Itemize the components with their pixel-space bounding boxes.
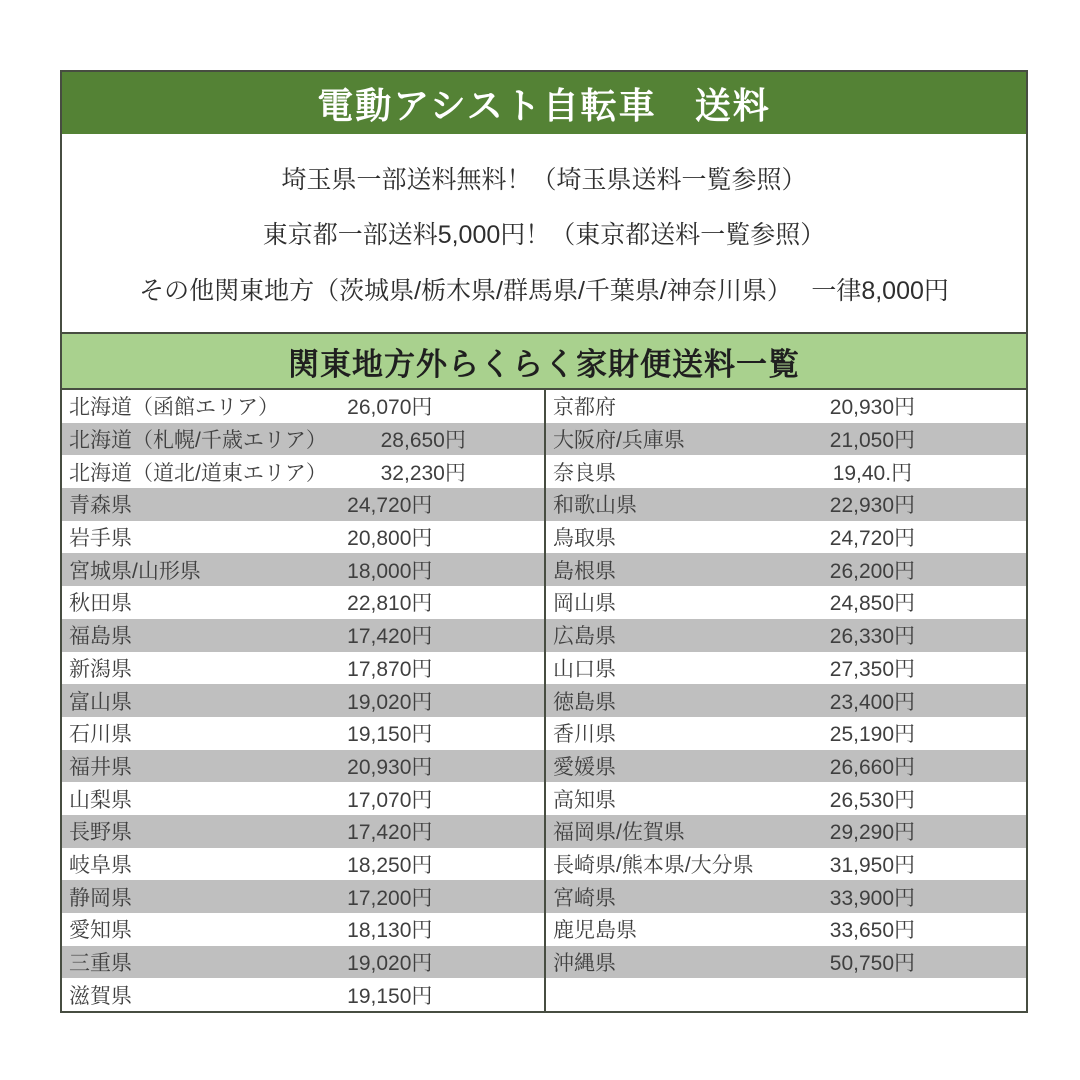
table-row bbox=[62, 586, 1026, 619]
table-cell-group-left bbox=[62, 717, 544, 750]
price-cell: 20,930円 bbox=[829, 396, 915, 420]
table-row bbox=[62, 488, 1026, 521]
region-cell: 石川県 bbox=[69, 723, 132, 747]
price-cell: 26,660円 bbox=[829, 755, 915, 779]
price-cell: 17,070円 bbox=[347, 788, 433, 812]
table-row bbox=[62, 913, 1026, 946]
price-cell: 24,720円 bbox=[347, 494, 433, 518]
table-cell-group-right bbox=[544, 782, 1026, 815]
price-cell: 18,000円 bbox=[347, 559, 433, 583]
table-cell-group-right bbox=[544, 978, 1026, 1011]
table-cell-group-right bbox=[544, 946, 1026, 979]
table-cell-group-right bbox=[544, 619, 1026, 652]
table-row bbox=[62, 390, 1026, 423]
table-cell-group-right bbox=[544, 521, 1026, 554]
price-cell: 26,070円 bbox=[347, 396, 433, 420]
region-cell: 鳥取県 bbox=[553, 527, 616, 551]
table-cell-group-right bbox=[544, 913, 1026, 946]
region-cell: 沖縄県 bbox=[553, 952, 616, 976]
region-cell: 岐阜県 bbox=[69, 853, 132, 877]
price-cell: 19,150円 bbox=[347, 723, 433, 747]
region-cell: 北海道（札幌/千歳エリア） bbox=[69, 429, 327, 453]
region-cell: 広島県 bbox=[553, 625, 616, 649]
table-cell-group-right bbox=[544, 684, 1026, 717]
table-cell-group-left bbox=[62, 521, 544, 554]
table-row bbox=[62, 423, 1026, 456]
price-cell: 33,650円 bbox=[829, 919, 915, 943]
price-cell: 19,020円 bbox=[347, 690, 433, 714]
table-cell-group-left bbox=[62, 423, 544, 456]
table-cell-group-right bbox=[544, 586, 1026, 619]
region-cell: 静岡県 bbox=[69, 886, 132, 910]
price-cell: 31,950円 bbox=[829, 853, 915, 877]
region-cell: 鹿児島県 bbox=[553, 919, 637, 943]
table-cell-group-left bbox=[62, 815, 544, 848]
region-cell: 岡山県 bbox=[553, 592, 616, 616]
table-cell-group-left bbox=[62, 880, 544, 913]
region-cell: 宮城県/山形県 bbox=[69, 559, 201, 583]
table-row bbox=[62, 619, 1026, 652]
price-cell: 26,530円 bbox=[829, 788, 915, 812]
region-cell: 福井県 bbox=[69, 755, 132, 779]
info-line-tokyo: 東京都一部送料5,000円！（東京都送料一覧参照） bbox=[262, 221, 826, 249]
region-cell: 新潟県 bbox=[69, 657, 132, 681]
table-cell-group-right bbox=[544, 815, 1026, 848]
region-cell: 大阪府/兵庫県 bbox=[553, 429, 685, 453]
region-cell: 香川県 bbox=[553, 723, 616, 747]
price-cell: 26,330円 bbox=[829, 625, 915, 649]
region-cell: 奈良県 bbox=[553, 461, 616, 485]
table-cell-group-right bbox=[544, 455, 1026, 488]
region-cell: 福岡県/佐賀県 bbox=[553, 821, 685, 845]
price-cell: 25,190円 bbox=[829, 723, 915, 747]
region-cell: 福島県 bbox=[69, 625, 132, 649]
table-row bbox=[62, 455, 1026, 488]
shipping-fee-table bbox=[62, 390, 1026, 1011]
table-cell-group-left bbox=[62, 619, 544, 652]
table-cell-group-left bbox=[62, 946, 544, 979]
info-line-kanto-other: その他関東地方（茨城県/栃木県/群馬県/千葉県/神奈川県） 一律8,000円 bbox=[139, 276, 949, 305]
table-cell-group-left bbox=[62, 586, 544, 619]
info-line-saitama: 埼玉県一部送料無料！（埼玉県送料一覧参照） bbox=[281, 165, 807, 194]
price-cell: 17,420円 bbox=[347, 821, 433, 845]
table-row bbox=[62, 946, 1026, 979]
table-cell-group-right bbox=[544, 390, 1026, 423]
table-row bbox=[62, 684, 1026, 717]
region-cell: 岩手県 bbox=[69, 527, 132, 551]
shipping-panel bbox=[60, 70, 1028, 1013]
table-cell-group-left bbox=[62, 488, 544, 521]
price-cell: 24,720円 bbox=[829, 527, 915, 551]
table-row bbox=[62, 782, 1026, 815]
table-row bbox=[62, 652, 1026, 685]
region-cell: 秋田県 bbox=[69, 592, 132, 616]
table-cell-group-right bbox=[544, 750, 1026, 783]
table-row bbox=[62, 880, 1026, 913]
table-cell-group-right bbox=[544, 488, 1026, 521]
table-row bbox=[62, 815, 1026, 848]
price-cell: 24,850円 bbox=[829, 592, 915, 616]
table-cell-group-left bbox=[62, 978, 544, 1011]
price-cell: 23,400円 bbox=[829, 690, 915, 714]
region-cell: 三重県 bbox=[69, 952, 132, 976]
price-cell: 18,250円 bbox=[347, 853, 433, 877]
price-cell: 18,130円 bbox=[347, 919, 433, 943]
table-row bbox=[62, 553, 1026, 586]
price-cell: 32,230円 bbox=[380, 461, 466, 485]
table-cell-group-right bbox=[544, 717, 1026, 750]
table-cell-group-left bbox=[62, 782, 544, 815]
table-cell-group-left bbox=[62, 913, 544, 946]
price-cell: 22,930円 bbox=[829, 494, 915, 518]
price-cell: 17,870円 bbox=[347, 657, 433, 681]
price-cell: 17,420円 bbox=[347, 625, 433, 649]
region-cell: 山梨県 bbox=[69, 788, 132, 812]
table-cell-group-right bbox=[544, 652, 1026, 685]
region-cell: 徳島県 bbox=[553, 690, 616, 714]
table-cell-group-left bbox=[62, 684, 544, 717]
price-cell: 20,800円 bbox=[347, 527, 433, 551]
main-title-bar: 電動アシスト自転車 送料 bbox=[62, 72, 1026, 134]
table-title-bar: 関東地方外らくらく家財便送料一覧 bbox=[62, 332, 1026, 390]
region-cell: 長崎県/熊本県/大分県 bbox=[553, 853, 754, 877]
table-row bbox=[62, 717, 1026, 750]
price-cell: 28,650円 bbox=[380, 429, 466, 453]
region-cell: 宮崎県 bbox=[553, 886, 616, 910]
info-section bbox=[62, 134, 1026, 332]
region-cell: 北海道（函館エリア） bbox=[69, 396, 279, 420]
price-cell: 27,350円 bbox=[829, 657, 915, 681]
price-cell: 26,200円 bbox=[829, 559, 915, 583]
region-cell: 富山県 bbox=[69, 690, 132, 714]
region-cell: 愛知県 bbox=[69, 919, 132, 943]
price-cell: 33,900円 bbox=[829, 886, 915, 910]
table-cell-group-right bbox=[544, 880, 1026, 913]
table-cell-group-left bbox=[62, 390, 544, 423]
table-row bbox=[62, 848, 1026, 881]
region-cell: 高知県 bbox=[553, 788, 616, 812]
table-cell-group-left bbox=[62, 652, 544, 685]
price-cell: 22,810円 bbox=[347, 592, 433, 616]
price-cell: 19,40.円 bbox=[832, 461, 913, 485]
table-row bbox=[62, 750, 1026, 783]
region-cell: 北海道（道北/道東エリア） bbox=[69, 461, 327, 485]
table-cell-group-left bbox=[62, 455, 544, 488]
price-cell: 21,050円 bbox=[829, 429, 915, 453]
table-row bbox=[62, 978, 1026, 1011]
price-cell: 29,290円 bbox=[829, 821, 915, 845]
region-cell: 愛媛県 bbox=[553, 755, 616, 779]
table-cell-group-left bbox=[62, 750, 544, 783]
table-cell-group-left bbox=[62, 553, 544, 586]
price-cell: 50,750円 bbox=[829, 952, 915, 976]
region-cell: 滋賀県 bbox=[69, 984, 132, 1008]
table-row bbox=[62, 521, 1026, 554]
region-cell: 島根県 bbox=[553, 559, 616, 583]
price-cell: 19,150円 bbox=[347, 984, 433, 1008]
region-cell: 和歌山県 bbox=[553, 494, 637, 518]
table-cell-group-left bbox=[62, 848, 544, 881]
region-cell: 青森県 bbox=[69, 494, 132, 518]
table-cell-group-right bbox=[544, 423, 1026, 456]
region-cell: 京都府 bbox=[553, 396, 616, 420]
region-cell: 山口県 bbox=[553, 657, 616, 681]
region-cell: 長野県 bbox=[69, 821, 132, 845]
price-cell: 17,200円 bbox=[347, 886, 433, 910]
price-cell: 20,930円 bbox=[347, 755, 433, 779]
price-cell: 19,020円 bbox=[347, 952, 433, 976]
table-cell-group-right bbox=[544, 553, 1026, 586]
table-cell-group-right bbox=[544, 848, 1026, 881]
